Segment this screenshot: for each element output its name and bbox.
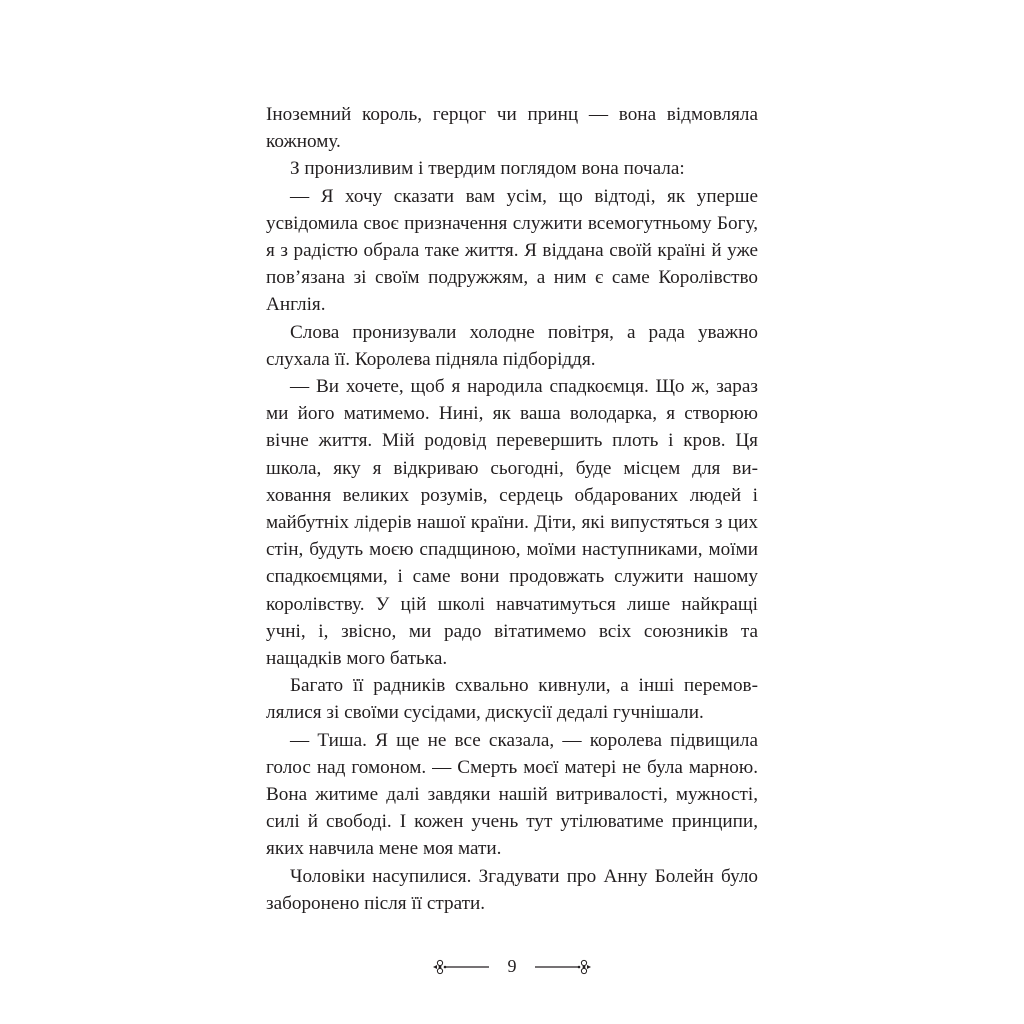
paragraph: — Ви хочете, щоб я народила спадкоємця. Що ж, зараз ми його матимемо. Нині, як ваша володарка, я створюю вічне життя. Мій родовід перевершить плоть і кров. Ця школа, яку я відкриваю сьогодні, буде місцем для виховання великих розумів, сердець обдарованих людей і майбутніх лідерів нашої країни. Діти, які випустяться з цих стін, будуть моєю спадщиною, моїми наступниками, моїми спадкоємцями, і саме вони продовжать служити нашому королівству. У цій школі навчатимуться лише найкращі учні, і, звісно, ми радо вітатимемо всіх союзників та нащадків мого батька.	[266, 376, 758, 670]
paragraph: Іноземний король, герцог чи принц — вона відмовляла кожному.	[266, 104, 758, 153]
paragraph: З пронизливим і твердим поглядом вона почала:	[290, 158, 685, 180]
page-number: 9	[507, 956, 517, 976]
paragraph: — Я хочу сказати вам усім, що відтоді, як уперше усвідомила своє призначення служити всемогутньому Богу, я з радістю обрала таке життя. Я віддана своїй країні й уже пов’язана зі своїм подружжям, а ним є саме Королівство Англія.	[266, 185, 758, 316]
paragraph: Багато її радників схвально кивнули, а інші перемовлялися зі своїми сусідами, дискусії дедалі гучнішали.	[266, 675, 758, 724]
paragraph: Чоловіки насупилися. Згадувати про Анну Болейн було заборонено після її страти.	[266, 865, 758, 914]
paragraph: Слова пронизували холодне повітря, а рада уважно слухала її. Королева підняла підборіддя.	[266, 321, 758, 370]
scroll-ornament-icon	[431, 957, 491, 977]
body-text	[266, 101, 758, 917]
scroll-ornament-icon	[533, 957, 593, 977]
page-footer	[0, 956, 1024, 977]
paragraph: — Тиша. Я ще не все сказала, — королева підвищила голос над гомоном. — Смерть моєї матері не була марною. Вона житиме далі завдяки нашій витривалості, мужності, силі й свободі. І кожен учень тут утілюватиме принципи, яких навчила мене моя мати.	[266, 729, 758, 860]
